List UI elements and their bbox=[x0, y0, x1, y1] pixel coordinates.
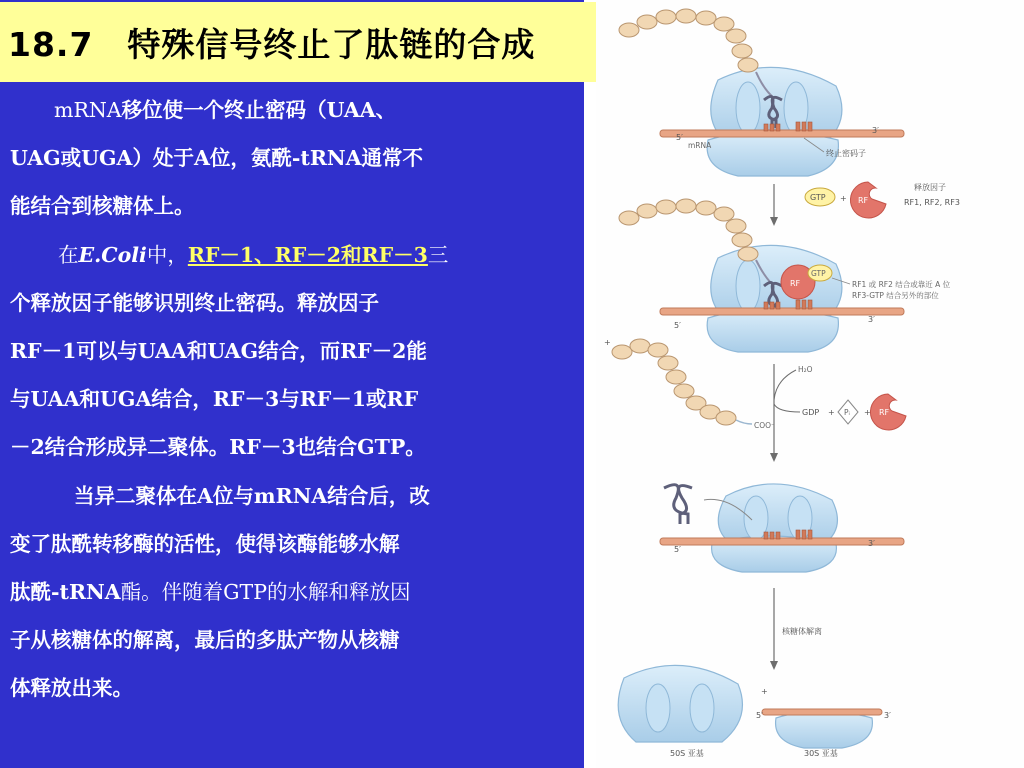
free-trna bbox=[664, 485, 692, 524]
five-prime-label-1: 5′ bbox=[676, 133, 683, 142]
paragraph-2-line-2: 个释放因子能够识别终止密码。释放因子 bbox=[10, 290, 379, 315]
body-text bbox=[10, 86, 558, 713]
ecoli-term: E.Coli bbox=[78, 242, 147, 267]
paragraph-2-line-4: 与UAA和UGA结合，RF－3与RF－1或RF bbox=[10, 387, 419, 412]
rf-note-line-1: RF1 或 RF2 结合或靠近 A 位 bbox=[852, 280, 951, 289]
mrna-term: mRNA bbox=[54, 98, 122, 122]
five-prime-label-3: 5′ bbox=[674, 545, 681, 554]
release-factor-shape-1 bbox=[850, 182, 886, 218]
diagram-svg bbox=[596, 0, 1024, 768]
step2-group bbox=[619, 199, 951, 352]
plus-4: + bbox=[864, 408, 871, 417]
rf-label-1: RF bbox=[858, 196, 869, 205]
p2-mid: 中， bbox=[146, 242, 188, 267]
rf-note-line-2: RF3-GTP 结合另外的部位 bbox=[852, 291, 939, 300]
plus-1: + bbox=[840, 194, 847, 203]
arrow-1-head bbox=[770, 217, 778, 226]
release-factor-label: 释放因子 bbox=[914, 183, 946, 192]
dissociation-label: 核糖体解离 bbox=[782, 627, 822, 636]
gtp-label-2: GTP bbox=[811, 269, 826, 278]
step1-group bbox=[619, 9, 904, 176]
carboxyl-tail bbox=[736, 420, 752, 424]
gtp-label-1: GTP bbox=[810, 193, 826, 202]
paragraph-2-line-1 bbox=[10, 231, 558, 279]
three-prime-label-1: 3′ bbox=[872, 126, 879, 135]
paragraph-2-line-5: －2结合形成异二聚体。RF－3也结合GTP。 bbox=[10, 435, 426, 460]
subunit-50s bbox=[618, 665, 742, 742]
mrna-strand-free bbox=[762, 709, 882, 715]
paragraph-1-line-3: 能结合到核糖体上。 bbox=[10, 194, 195, 219]
five-prime-label-2: 5′ bbox=[674, 321, 681, 330]
gdp-label: GDP bbox=[802, 408, 820, 417]
ribosome-step4 bbox=[712, 484, 838, 572]
termination-diagram bbox=[596, 0, 1024, 768]
mrna-label: mRNA bbox=[688, 141, 712, 150]
paragraph-3-line-3 bbox=[10, 568, 558, 616]
three-prime-label-3: 3′ bbox=[868, 539, 875, 548]
five-prime-label-4: 5′ bbox=[756, 711, 763, 720]
gdp-curve bbox=[774, 404, 800, 412]
peptide-chain-step1 bbox=[619, 9, 758, 72]
title-banner bbox=[0, 2, 622, 82]
p3-line3-text: 酯。伴随着GTP的水解和释放因 bbox=[120, 580, 411, 605]
three-prime-label-2: 3′ bbox=[868, 315, 875, 324]
paragraph-3-line-1: 当异二聚体在A位与mRNA结合后，改 bbox=[74, 483, 430, 508]
rf-label-2: RF bbox=[790, 279, 801, 288]
paragraph-1-line-2: UAG或UGA）处于A位，氨酰-tRNA通常不 bbox=[10, 146, 424, 171]
h2o-label: H₂O bbox=[798, 365, 813, 374]
peptidyl-trna-term: 肽酰-tRNA bbox=[10, 580, 121, 605]
mrna-strand-step1 bbox=[660, 130, 904, 137]
stop-codon-label: 终止密码子 bbox=[826, 149, 866, 158]
rf-label-3: RF bbox=[879, 408, 890, 417]
rf-factors-link[interactable]: RF－1、RF－2和RF－3 bbox=[187, 242, 428, 267]
plus-2: + bbox=[604, 338, 611, 347]
arrow-2-head bbox=[770, 453, 778, 462]
plus-3: + bbox=[828, 408, 835, 417]
p1-line1-text: 移位使一个终止密码（UAA、 bbox=[121, 98, 397, 122]
released-peptide bbox=[612, 339, 736, 425]
sub50s-label: 50S 亚基 bbox=[670, 749, 704, 758]
paragraph-1-line-1 bbox=[10, 86, 558, 134]
ribosome-step2 bbox=[707, 245, 842, 352]
h2o-curve bbox=[774, 370, 796, 400]
paragraph-3-line-5: 体释放出来。 bbox=[10, 676, 133, 701]
three-prime-label-4: 3′ bbox=[884, 711, 891, 720]
mrna-strand-step2 bbox=[660, 308, 904, 315]
paragraph-2-line-3: RF－1可以与UAA和UAG结合，而RF－2能 bbox=[10, 339, 427, 364]
pi-label: Pᵢ bbox=[844, 408, 850, 417]
step4-group bbox=[660, 484, 904, 572]
arrow-3-head bbox=[770, 661, 778, 670]
p2-post: 三 bbox=[427, 242, 449, 267]
paragraph-3-line-4: 子从核糖体的解离，最后的多肽产物从核糖 bbox=[10, 628, 400, 653]
coo-label: COO⁻ bbox=[754, 421, 776, 430]
plus-5: + bbox=[761, 687, 768, 696]
sub30s-label: 30S 亚基 bbox=[804, 749, 838, 758]
page-title: 18.7 特殊信号终止了肽链的合成 bbox=[8, 24, 536, 64]
subunit-30s bbox=[776, 711, 873, 748]
rf-list-label: RF1, RF2, RF3 bbox=[904, 198, 960, 207]
p2-pre: 在 bbox=[58, 242, 79, 267]
paragraph-3-line-2: 变了肽酰转移酶的活性，使得该酶能够水解 bbox=[10, 531, 400, 556]
